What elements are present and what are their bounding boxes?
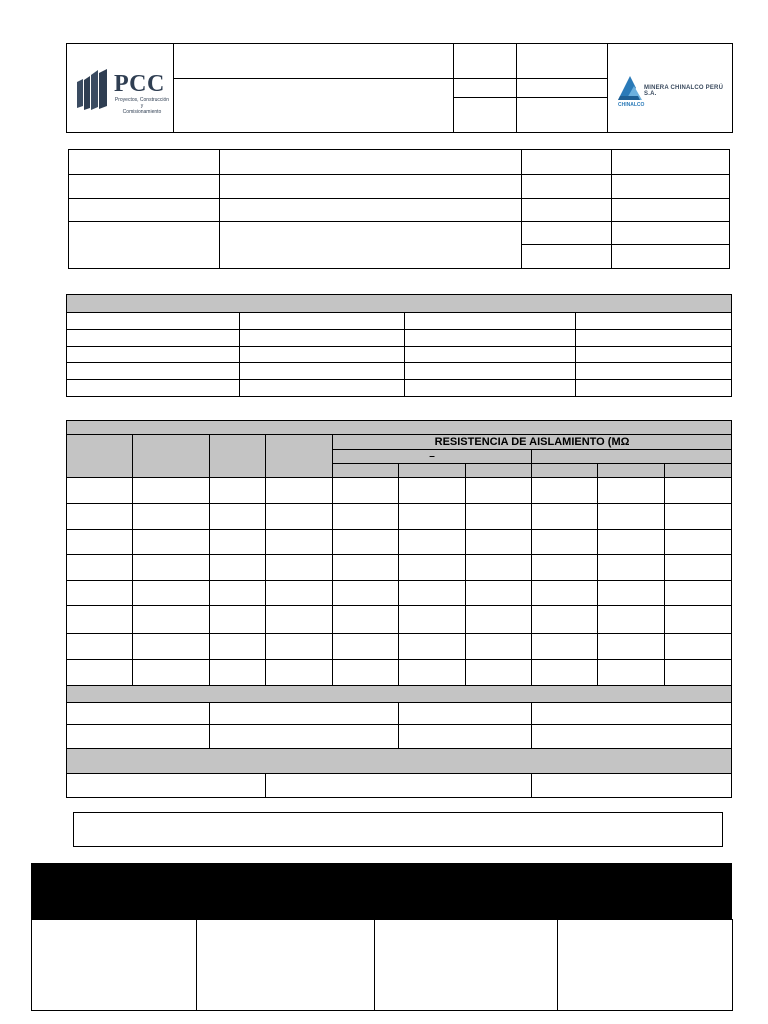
phase-header-cell	[466, 464, 532, 478]
resistance-cell	[399, 606, 466, 633]
instrument-cell	[405, 363, 576, 380]
resistance-cell	[210, 633, 266, 659]
instrument-cell	[405, 330, 576, 347]
resistance-cell	[210, 529, 266, 554]
result-cell	[67, 725, 210, 748]
instrument-cell	[240, 330, 405, 347]
chinalco-brand: MINERA CHINALCO PERÚ S.A.	[644, 85, 724, 97]
pcc-brand: PCC	[114, 71, 165, 97]
resistance-cell	[210, 659, 266, 685]
resistance-cell	[532, 633, 598, 659]
resistance-cell	[466, 478, 532, 503]
info-value-cell	[612, 150, 730, 175]
instrument-cell	[405, 380, 576, 397]
phase-header-cell	[532, 464, 598, 478]
resistance-row	[67, 478, 732, 503]
resistance-cell	[210, 503, 266, 529]
resistance-row	[67, 581, 732, 606]
resistance-row	[67, 555, 732, 581]
header-code-value	[517, 44, 608, 79]
info-value-cell	[612, 175, 730, 199]
resistance-row	[67, 633, 732, 659]
resistance-cell	[333, 529, 399, 554]
document-header	[66, 43, 733, 133]
resistance-cell	[266, 529, 333, 554]
resistance-cell	[266, 606, 333, 633]
instrument-cell	[67, 380, 240, 397]
resistance-cell	[67, 606, 133, 633]
resistance-subheader: –	[333, 450, 532, 464]
resistance-cell	[598, 503, 665, 529]
resistance-cell	[532, 606, 598, 633]
resistance-cell	[133, 503, 210, 529]
resistance-cell	[333, 503, 399, 529]
resistance-cell	[333, 606, 399, 633]
resistance-cell	[598, 581, 665, 606]
instrument-cell	[240, 380, 405, 397]
section-header-bar	[67, 421, 732, 435]
signature-cell	[558, 920, 733, 1011]
info-label-cell	[69, 199, 220, 222]
section-header-bar	[67, 748, 732, 773]
resistance-cell	[665, 659, 732, 685]
pcc-tagline-1: Proyectos, Construcción	[114, 97, 170, 103]
resistance-cell	[399, 503, 466, 529]
chinalco-logo	[608, 44, 733, 133]
signature-cell	[197, 920, 375, 1011]
header-page-label	[454, 98, 517, 133]
result-cell	[210, 725, 399, 748]
result-cell	[399, 725, 532, 748]
resistance-cell	[466, 581, 532, 606]
instrument-cell	[576, 313, 732, 330]
resistance-cell	[210, 555, 266, 581]
resistance-cell	[532, 529, 598, 554]
resistance-cell	[333, 659, 399, 685]
resistance-cell	[133, 659, 210, 685]
instrument-cell	[576, 347, 732, 363]
info-value-cell	[612, 199, 730, 222]
result-cell	[67, 703, 210, 725]
resistance-cell	[466, 606, 532, 633]
instrument-cell	[240, 347, 405, 363]
section-header-bar	[67, 686, 732, 703]
info-label-cell	[522, 245, 612, 269]
resistance-subheader-right	[532, 450, 732, 464]
resistance-cell	[598, 529, 665, 554]
info-value-cell	[220, 222, 522, 269]
instrument-cell	[405, 313, 576, 330]
col-header-cell	[133, 435, 210, 478]
resistance-cell	[67, 581, 133, 606]
resistance-cell	[133, 581, 210, 606]
result-cell	[532, 725, 732, 748]
resistance-rows	[67, 478, 732, 686]
info-value-cell	[612, 222, 730, 245]
resistance-row	[67, 503, 732, 529]
approval-cell	[266, 773, 532, 797]
header-page-value	[517, 98, 608, 133]
instrument-cell	[240, 363, 405, 380]
resistance-cell	[133, 606, 210, 633]
resistance-cell	[466, 529, 532, 554]
resistance-cell	[67, 555, 133, 581]
resistance-cell	[133, 478, 210, 503]
instrument-cell	[576, 380, 732, 397]
resistance-cell	[133, 555, 210, 581]
resistance-cell	[598, 659, 665, 685]
resistance-cell	[210, 606, 266, 633]
info-label-cell	[69, 175, 220, 199]
resistance-cell	[665, 581, 732, 606]
resistance-cell	[333, 633, 399, 659]
signature-header-bar	[31, 863, 732, 920]
resistance-cell	[532, 555, 598, 581]
resistance-cell	[598, 606, 665, 633]
info-label-cell	[522, 150, 612, 175]
phase-header-cell	[598, 464, 665, 478]
resistance-cell	[210, 478, 266, 503]
resistance-cell	[466, 659, 532, 685]
info-value-cell	[220, 199, 522, 222]
doc-subtitle-cell	[174, 79, 454, 133]
resistance-cell	[133, 633, 210, 659]
project-info-table	[68, 149, 730, 269]
pcc-tagline-2: y	[140, 103, 144, 109]
approval-cell	[67, 773, 266, 797]
resistance-title: RESISTENCIA DE AISLAMIENTO (MΩ	[333, 435, 732, 450]
instrument-cell	[67, 313, 240, 330]
resistance-cell	[466, 555, 532, 581]
resistance-cell	[598, 633, 665, 659]
info-value-cell	[220, 150, 522, 175]
resistance-cell	[532, 478, 598, 503]
info-label-cell	[522, 175, 612, 199]
resistance-cell	[399, 581, 466, 606]
instrument-cell	[405, 347, 576, 363]
resistance-cell	[399, 478, 466, 503]
insulation-resistance-table	[66, 420, 732, 798]
signature-cell	[32, 920, 197, 1011]
resistance-cell	[266, 581, 333, 606]
resistance-cell	[133, 529, 210, 554]
info-value-cell	[612, 245, 730, 269]
resistance-row	[67, 606, 732, 633]
pcc-tagline	[111, 97, 173, 115]
pcc-logo	[67, 44, 174, 133]
resistance-cell	[333, 581, 399, 606]
result-cell	[210, 703, 399, 725]
resistance-cell	[598, 478, 665, 503]
resistance-cell	[266, 478, 333, 503]
header-rev-label	[454, 79, 517, 98]
resistance-cell	[333, 478, 399, 503]
instrument-cell	[67, 330, 240, 347]
resistance-cell	[665, 555, 732, 581]
info-label-cell	[522, 199, 612, 222]
pcc-tagline-3: Comisionamiento	[122, 109, 162, 115]
resistance-cell	[399, 555, 466, 581]
resistance-cell	[67, 529, 133, 554]
phase-header-cell	[665, 464, 732, 478]
resistance-cell	[67, 503, 133, 529]
resistance-cell	[266, 503, 333, 529]
col-header-cell	[67, 435, 133, 478]
resistance-cell	[67, 659, 133, 685]
resistance-cell	[333, 555, 399, 581]
instrument-cell	[67, 347, 240, 363]
info-label-cell	[522, 222, 612, 245]
resistance-cell	[532, 581, 598, 606]
header-code-label	[454, 44, 517, 79]
resistance-cell	[210, 581, 266, 606]
resistance-cell	[266, 555, 333, 581]
phase-header-cell	[399, 464, 466, 478]
resistance-row	[67, 659, 732, 685]
chinalco-sub: CHINALCO	[618, 102, 645, 108]
phase-header-cell	[333, 464, 399, 478]
signature-cell	[375, 920, 558, 1011]
info-label-cell	[69, 150, 220, 175]
resistance-cell	[665, 478, 732, 503]
signature-table	[31, 919, 733, 1011]
info-value-cell	[220, 175, 522, 199]
instrument-cell	[67, 363, 240, 380]
resistance-cell	[67, 633, 133, 659]
col-header-cell	[266, 435, 333, 478]
resistance-cell	[466, 633, 532, 659]
resistance-row	[67, 529, 732, 554]
result-cell	[399, 703, 532, 725]
resistance-cell	[399, 529, 466, 554]
result-cell	[532, 703, 732, 725]
instrument-cell	[576, 363, 732, 380]
section-header-bar	[67, 295, 732, 313]
resistance-cell	[266, 633, 333, 659]
instrument-table	[66, 294, 732, 397]
instrument-cell	[240, 313, 405, 330]
resistance-cell	[598, 555, 665, 581]
resistance-cell	[266, 659, 333, 685]
resistance-cell	[665, 529, 732, 554]
resistance-cell	[665, 606, 732, 633]
resistance-cell	[532, 503, 598, 529]
doc-title-cell	[174, 44, 454, 79]
resistance-cell	[399, 633, 466, 659]
resistance-cell	[466, 503, 532, 529]
resistance-cell	[665, 633, 732, 659]
col-header-cell	[210, 435, 266, 478]
header-rev-value	[517, 79, 608, 98]
info-label-cell	[69, 222, 220, 269]
approval-cell	[532, 773, 732, 797]
resistance-cell	[532, 659, 598, 685]
resistance-cell	[67, 478, 133, 503]
observations-box	[73, 812, 723, 847]
instrument-cell	[576, 330, 732, 347]
resistance-cell	[665, 503, 732, 529]
resistance-cell	[399, 659, 466, 685]
